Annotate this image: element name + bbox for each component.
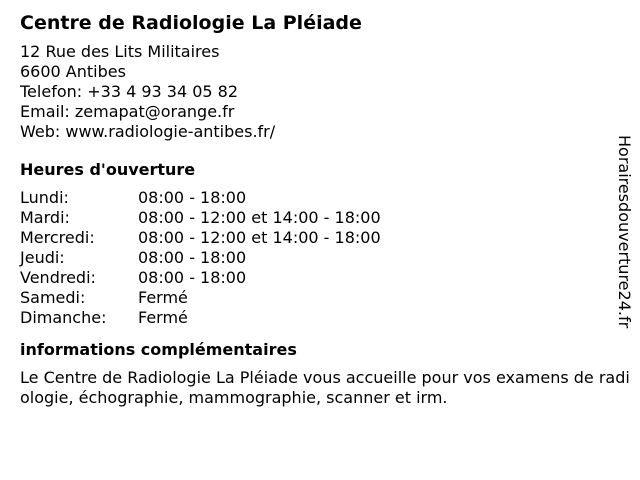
opening-time: Fermé — [138, 308, 188, 327]
day-label: Mercredi: — [20, 228, 95, 247]
opening-time: 08:00 - 18:00 — [138, 248, 247, 267]
day-label: Dimanche: — [20, 308, 107, 327]
hours-row-friday — [20, 268, 630, 288]
opening-time: 08:00 - 12:00 et 14:00 - 18:00 — [138, 208, 381, 227]
address-block — [20, 42, 630, 142]
business-name: Centre de Radiologie La Pléiade — [20, 12, 362, 34]
opening-time: Fermé — [138, 288, 188, 307]
day-label: Vendredi: — [20, 268, 96, 287]
info-description: Le Centre de Radiologie La Pléiade vous accueille pour vos examens de radiologie, échographie, mammographie, scanner et irm. — [20, 368, 630, 407]
phone-number[interactable]: Telefon: +33 4 93 34 05 82 — [20, 82, 239, 101]
day-label: Mardi: — [20, 208, 70, 227]
day-label: Jeudi: — [20, 248, 65, 267]
city-address: 6600 Antibes — [20, 62, 126, 81]
hours-row-sunday — [20, 308, 630, 328]
opening-time: 08:00 - 12:00 et 14:00 - 18:00 — [138, 228, 381, 247]
hours-title: Heures d'ouverture — [20, 160, 196, 179]
email-address[interactable]: Email: zemapat@orange.fr — [20, 102, 235, 121]
website-link[interactable]: Web: www.radiologie-antibes.fr/ — [20, 122, 276, 141]
day-label: Samedi: — [20, 288, 86, 307]
hours-row-monday — [20, 188, 630, 208]
hours-row-wednesday — [20, 228, 630, 248]
hours-row-saturday — [20, 288, 630, 308]
street-address: 12 Rue des Lits Militaires — [20, 42, 220, 61]
info-title: informations complémentaires — [20, 340, 297, 359]
hours-row-thursday — [20, 248, 630, 268]
business-card — [20, 10, 630, 408]
opening-time: 08:00 - 18:00 — [138, 268, 247, 287]
hours-row-tuesday — [20, 208, 630, 228]
side-watermark-label: Horairesdouverture24.fr — [615, 135, 634, 329]
day-label: Lundi: — [20, 188, 69, 207]
opening-time: 08:00 - 18:00 — [138, 188, 247, 207]
hours-table — [20, 188, 630, 328]
